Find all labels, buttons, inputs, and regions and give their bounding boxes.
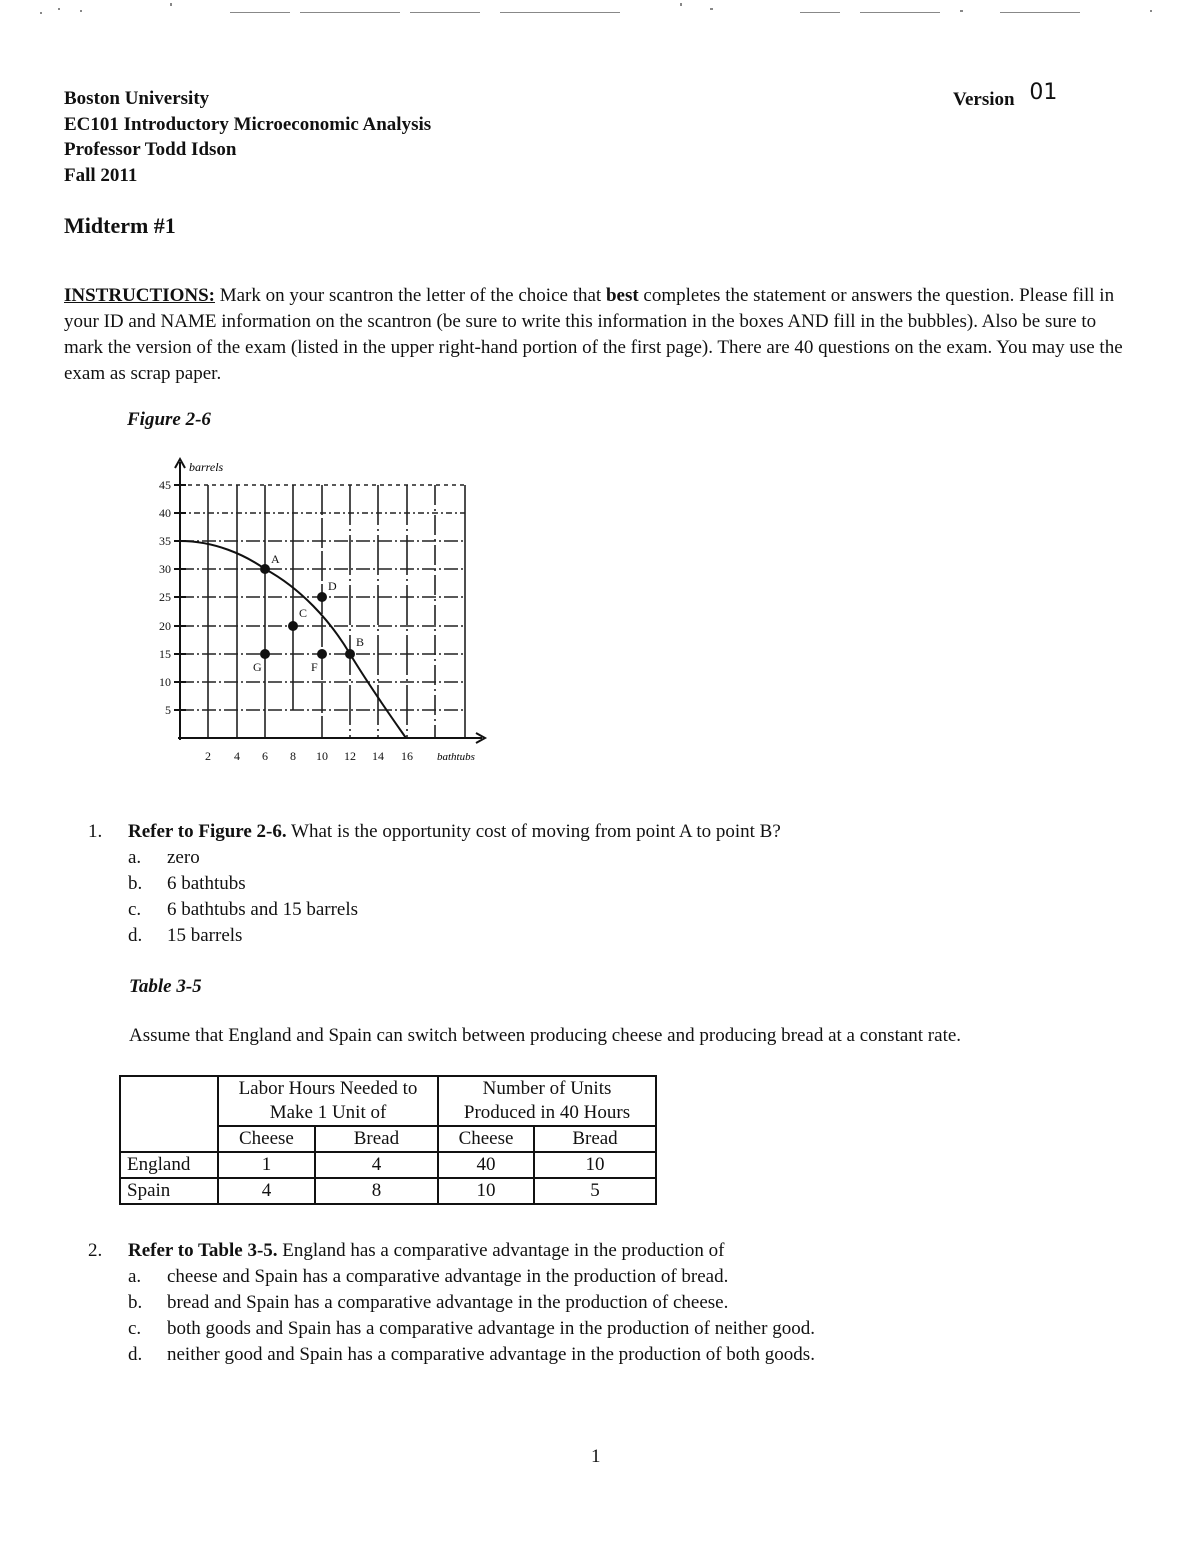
option-a: a. zero [128, 847, 200, 868]
option-a: a. cheese and Spain has a comparative advantage in the production of bread. [128, 1266, 729, 1287]
question-1 [88, 819, 781, 949]
table-cell: 1 [218, 1152, 315, 1178]
table-row [120, 1152, 656, 1178]
option-d: d. neither good and Spain has a comparative advantage in the production of both goods. [128, 1344, 815, 1365]
instructions-text-1: Mark on your scantron the letter of the choice that [214, 285, 606, 306]
scan-noise [0, 0, 1200, 20]
point-f [317, 649, 327, 659]
sub-header-cheese-units: Cheese [438, 1126, 534, 1152]
table-cell: 5 [534, 1178, 656, 1204]
instructions-lead: INSTRUCTIONS: [64, 285, 215, 306]
question-stem: What is the opportunity cost of moving from point A to point B? [286, 821, 781, 842]
professor-name: Professor Todd Idson [64, 139, 237, 160]
point-g [260, 649, 270, 659]
exam-version [953, 80, 1058, 111]
svg-text:30: 30 [159, 562, 171, 576]
table-label: Table 3-5 [129, 976, 202, 997]
table-description: Assume that England and Spain can switch between producing cheese and producing bread at a constant rate. [129, 1025, 962, 1046]
instructions-emphasis: best [605, 285, 639, 306]
table-cell: 40 [438, 1152, 534, 1178]
point-a [260, 564, 270, 574]
option-b: b. bread and Spain has a comparative advantage in the production of cheese. [128, 1292, 729, 1313]
svg-text:15: 15 [159, 647, 171, 661]
chart-points [260, 564, 355, 659]
sub-header-bread-units: Bread [534, 1126, 656, 1152]
svg-text:25: 25 [159, 590, 171, 604]
y-axis-label: barrels [189, 460, 224, 474]
svg-text:B: B [356, 635, 365, 649]
sub-header-cheese-hours: Cheese [218, 1126, 315, 1152]
svg-text:4: 4 [234, 749, 240, 763]
row-label-spain: Spain [120, 1178, 218, 1204]
svg-text:G: G [253, 660, 262, 674]
svg-text:A: A [271, 552, 280, 566]
y-tick-labels [159, 478, 171, 717]
ppf-chart [150, 450, 500, 770]
table-row [120, 1178, 656, 1204]
comparative-advantage-table [119, 1075, 657, 1205]
table-group-header-row [120, 1076, 656, 1126]
question-number: 1. [88, 821, 103, 842]
svg-text:5: 5 [165, 703, 171, 717]
point-b [345, 649, 355, 659]
x-axis-label: bathtubs [437, 751, 475, 763]
table-cell: 10 [438, 1178, 534, 1204]
instructions-text-2: completes the statement or answers the question. Please fill in your ID and NAME information on the scantron (be sure to write this information in the boxes AND fill in the bubbles). Also be sure to mark the version of the exam (listed in the upper right-hand portion of the first page). There are 40 questions on the exam. You may use the exam as scrap paper. [64, 285, 1123, 384]
svg-text:35: 35 [159, 534, 171, 548]
svg-text:14: 14 [372, 749, 384, 763]
row-label-england: England [120, 1152, 218, 1178]
table-corner-cell [120, 1076, 218, 1152]
x-tick-labels [205, 749, 413, 763]
svg-text:F: F [311, 660, 318, 674]
svg-text:C: C [299, 606, 308, 620]
question-stem: England has a comparative advantage in the production of [277, 1240, 725, 1261]
svg-text:20: 20 [159, 619, 171, 633]
table-cell: 10 [534, 1152, 656, 1178]
group-header-labor-hours: Labor Hours Needed to Make 1 Unit of [218, 1076, 438, 1126]
exam-header [64, 86, 431, 188]
table-cell: 8 [315, 1178, 438, 1204]
sub-header-bread-hours: Bread [315, 1126, 438, 1152]
table-cell: 4 [315, 1152, 438, 1178]
svg-text:40: 40 [159, 506, 171, 520]
chart-axes [174, 459, 485, 743]
option-c: c. both goods and Spain has a comparative advantage in the production of neither good. [128, 1318, 815, 1339]
question-reference: Refer to Figure 2-6. [128, 821, 287, 842]
svg-text:45: 45 [159, 478, 171, 492]
course-name: EC101 Introductory Microeconomic Analysis [64, 113, 432, 135]
svg-text:2: 2 [205, 749, 211, 763]
term: Fall 2011 [64, 164, 138, 186]
question-2 [88, 1238, 815, 1368]
page-number: 1 [591, 1446, 601, 1467]
instructions [64, 283, 1124, 387]
option-b: b. 6 bathtubs [128, 873, 246, 894]
option-d: d. 15 barrels [128, 925, 243, 946]
figure-label: Figure 2-6 [127, 409, 211, 430]
svg-text:8: 8 [290, 749, 296, 763]
point-c [288, 621, 298, 631]
table-cell: 4 [218, 1178, 315, 1204]
university-name: Boston University [64, 88, 210, 109]
question-reference: Refer to Table 3-5. [128, 1240, 278, 1261]
svg-text:12: 12 [344, 749, 356, 763]
version-value-handwritten: 01 [1029, 80, 1058, 105]
question-number: 2. [88, 1240, 103, 1261]
svg-text:6: 6 [262, 749, 268, 763]
svg-text:10: 10 [316, 749, 328, 763]
chart-grid [180, 485, 465, 738]
svg-text:D: D [328, 579, 337, 593]
svg-text:16: 16 [401, 749, 413, 763]
svg-text:10: 10 [159, 675, 171, 689]
version-label: Version [953, 89, 1015, 110]
group-header-units-produced: Number of Units Produced in 40 Hours [438, 1076, 656, 1126]
option-c: c. 6 bathtubs and 15 barrels [128, 899, 359, 920]
exam-title: Midterm #1 [64, 213, 176, 238]
point-d [317, 592, 327, 602]
